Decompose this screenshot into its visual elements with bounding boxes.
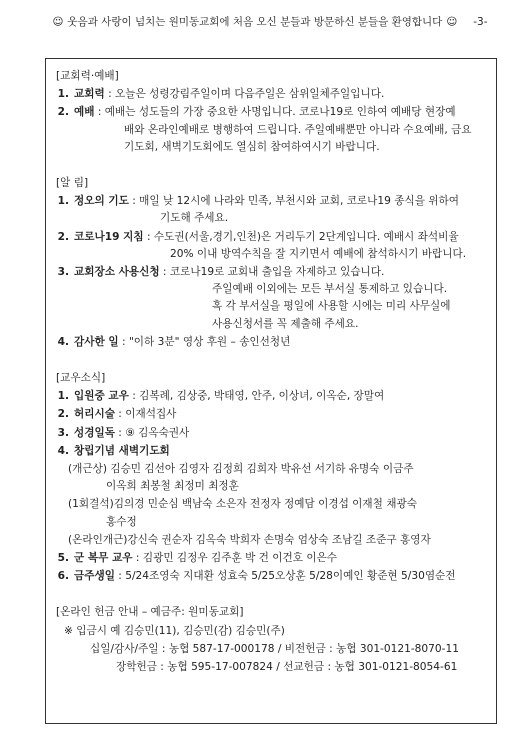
item-separator: : — [118, 335, 129, 348]
item-line — [74, 389, 384, 403]
item-label: 정오의 기도 — [74, 195, 129, 208]
prayer-group — [56, 462, 488, 493]
item-text: 수도권(서울,경기,인천)은 거리두기 2단계입니다. 예배시 좌석비율 — [153, 230, 459, 243]
item-number: 1. — [57, 390, 69, 403]
list-item — [56, 194, 488, 225]
item-label: 교회력 — [74, 88, 105, 101]
item-line: 혹 각 부서실을 평일에 사용할 시에는 미리 사무실에 — [212, 300, 451, 313]
list-item — [56, 407, 488, 421]
list-item — [56, 389, 488, 403]
item-separator: : — [128, 195, 140, 208]
list-item — [56, 87, 488, 101]
list-item — [56, 265, 488, 331]
smile-icon: ☺ — [446, 15, 458, 28]
header-text: 웃음과 사랑이 넘치는 원미동교회에 처음 오신 분들과 방문하신 분들을 환영합니다 — [67, 16, 443, 28]
item-line: 배와 온라인예배로 병행하여 드립니다. 주일예배뿐만 아니라 수요예배, 금요 — [124, 123, 472, 136]
notice-section — [56, 176, 488, 349]
prayer-group-line: 이옥희 최봉철 최정미 최정훈 — [106, 480, 239, 493]
offering-section — [56, 605, 488, 674]
section-title: [온라인 헌금 안내 – 예금주: 원미동교회] — [56, 606, 244, 619]
item-label: 예배 — [74, 106, 95, 119]
item-body — [74, 194, 459, 225]
page-header — [40, 14, 500, 29]
item-line: 기도해 주세요. — [160, 212, 229, 225]
item-separator: : — [114, 570, 126, 583]
item-text: 5/24조영숙 지대환 성효숙 5/25오상훈 5/28이예인 황준현 5/30염순전 — [125, 570, 456, 583]
item-number: 3. — [57, 426, 69, 439]
item-number: 4. — [57, 335, 69, 348]
prayer-group — [56, 497, 488, 528]
item-body — [74, 265, 450, 331]
item-label: 허리시술 — [74, 408, 115, 421]
members-section — [56, 371, 488, 583]
item-text: 예배는 성도들의 가장 중요한 사명입니다. 코로나19로 인하여 예배당 현장예 — [104, 106, 456, 119]
section-title: [알 림] — [56, 177, 89, 190]
item-number: 5. — [57, 552, 69, 565]
list-item — [56, 551, 488, 565]
item-number: 4. — [57, 444, 69, 457]
item-label: 입원중 교우 — [74, 390, 129, 403]
list-item — [56, 569, 488, 583]
item-line — [74, 426, 189, 440]
item-number: 6. — [57, 570, 69, 583]
item-number: 1. — [57, 88, 69, 101]
smile-icon: ☺ — [52, 15, 64, 28]
list-item — [56, 444, 488, 458]
list-item — [56, 230, 488, 261]
item-text: ⑨ 김옥숙권사 — [125, 426, 190, 439]
prayer-group — [56, 533, 488, 547]
item-separator: : — [94, 106, 105, 119]
item-number: 2. — [57, 106, 69, 119]
item-number: 2. — [57, 230, 69, 243]
item-body — [74, 105, 472, 154]
item-line: 20% 이내 방역수칙을 잘 지키면서 예배에 참석하시기 바랍니다. — [170, 247, 467, 260]
item-separator: : — [104, 88, 116, 101]
prayer-group-line: (1회결석)김의경 민순심 백남숙 소은자 전정자 정예담 이경섭 이재철 채광숙 — [68, 498, 417, 511]
item-text: 코로나19로 교회내 출입을 자제하고 있습니다. — [169, 266, 385, 279]
item-label: 창립기념 새벽기도회 — [74, 444, 170, 457]
item-label: 코로나19 지침 — [74, 230, 144, 243]
item-line — [74, 569, 456, 583]
item-line — [74, 194, 459, 208]
worship-section — [56, 69, 488, 154]
item-line: 기도회, 새벽기도회에도 열심히 참여하여시기 바랍니다. — [124, 140, 380, 153]
item-label: 금주생일 — [74, 570, 115, 583]
item-separator: : — [114, 408, 126, 421]
item-text: 김광민 김정우 김주훈 박 건 이건호 이은수 — [142, 552, 338, 565]
item-line — [74, 265, 450, 279]
item-text: 김복례, 김상중, 박태영, 안주, 이상녀, 이옥순, 장말여 — [139, 390, 385, 403]
item-separator: : — [143, 230, 154, 243]
offering-note: ※ 입금시 예 김승민(11), 김승민(감) 김승민(주) — [64, 624, 285, 637]
item-number: 2. — [57, 408, 69, 421]
item-number: 3. — [57, 266, 69, 279]
list-item — [56, 426, 488, 440]
item-text: 이재석집사 — [125, 408, 177, 421]
item-body — [74, 87, 384, 101]
item-line: 사용신청서를 꼭 제출해 주세요. — [212, 317, 359, 330]
offering-account-line: 십일/감사/주일 : 농협 587-17-000178 / 비전헌금 : 농협 301-0121-8070-11 — [90, 642, 459, 655]
prayer-group-line: (온라인개근)강신숙 권순자 김옥숙 박희자 손명숙 엄상숙 조남길 조준구 홍영자 — [68, 533, 431, 546]
item-separator: : — [132, 552, 143, 565]
item-label: 군 복무 교우 — [74, 552, 133, 565]
item-label: 감사한 일 — [74, 335, 119, 348]
item-line — [74, 230, 466, 244]
item-line — [74, 105, 472, 119]
list-item — [56, 105, 488, 154]
section-title: [교회력·예배] — [56, 70, 119, 82]
item-text: "이하 3분" 영상 후원 – 송인선청년 — [128, 335, 291, 348]
page-number: -3- — [473, 15, 488, 28]
item-text: 매일 낮 12시에 나라와 민족, 부천시와 교회, 코로나19 종식을 위하여 — [139, 195, 460, 208]
item-line: 주일예배 이외에는 모든 부서실 통제하고 있습니다. — [212, 283, 448, 296]
item-line — [74, 407, 176, 421]
section-title: [교우소식] — [56, 372, 106, 385]
item-line — [74, 551, 337, 565]
item-line — [74, 87, 384, 101]
item-label: 성경일독 — [74, 426, 115, 439]
prayer-group-line: 홍수정 — [106, 515, 137, 528]
list-item — [56, 335, 488, 349]
item-separator: : — [159, 266, 170, 279]
prayer-group-line: (개근상) 김승민 김선아 김영자 김정희 김희자 박유선 서기하 유명숙 이금주 — [68, 463, 414, 476]
item-separator: : — [114, 426, 126, 439]
item-number: 1. — [57, 195, 69, 208]
item-line — [74, 335, 290, 349]
item-line — [74, 444, 170, 458]
item-text: 오늘은 성령강림주일이며 다음주일은 삼위일체주일입니다. — [115, 88, 385, 101]
bulletin-content — [56, 69, 488, 674]
item-body — [74, 335, 290, 349]
offering-account-line: 장학헌금 : 농협 595-17-007824 / 선교헌금 : 농협 301-0121-8054-61 — [116, 661, 458, 674]
item-separator: : — [128, 390, 140, 403]
bulletin-frame — [45, 58, 497, 724]
item-label: 교회장소 사용신청 — [74, 266, 160, 279]
item-body — [74, 230, 466, 261]
